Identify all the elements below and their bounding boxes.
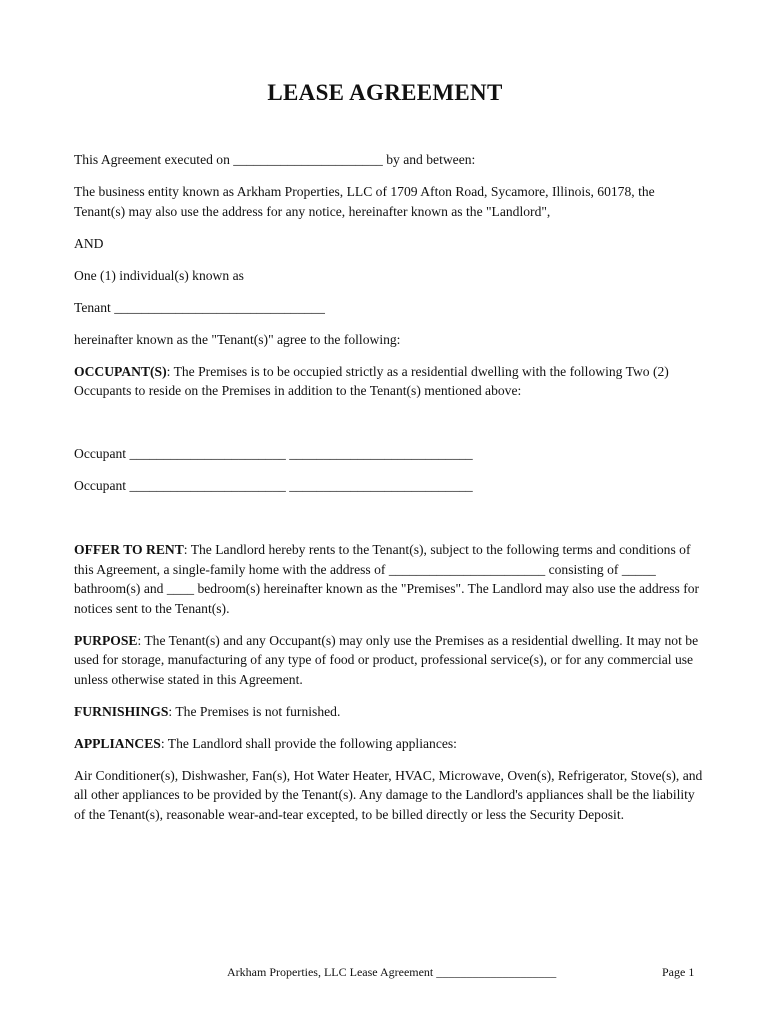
occupants-text: : The Premises is to be occupied strictly as a residential dwelling with the following Two (2) Occupants to reside on the Premises in addition to the Tenant(s) mentioned above:	[74, 363, 669, 398]
appliances-text: : The Landlord shall provide the following appliances:	[160, 735, 457, 751]
footer-document-name: Arkham Properties, LLC Lease Agreement ____________________	[227, 965, 557, 979]
occupants-paragraph	[74, 362, 704, 401]
appliances-paragraph	[74, 734, 704, 754]
hereinafter-paragraph: hereinafter known as the "Tenant(s)" agree to the following:	[74, 331, 401, 347]
individuals-paragraph: One (1) individual(s) known as	[74, 267, 244, 283]
purpose-paragraph	[74, 631, 704, 690]
purpose-text: : The Tenant(s) and any Occupant(s) may only use the Premises as a residential dwelling. It may not be used for storage, manufacturing of any type of food or product, professional service(s), or for any commercial use unless otherwise stated in this Agreement.	[74, 632, 699, 687]
appliances-heading: APPLIANCES	[74, 735, 161, 751]
purpose-heading: PURPOSE	[74, 632, 138, 648]
occupants-heading: OCCUPANT(S)	[74, 363, 167, 379]
furnishings-heading: FURNISHINGS	[74, 703, 169, 719]
furnishings-text: : The Premises is not furnished.	[168, 703, 341, 719]
footer-page-number: Page 1	[662, 965, 695, 979]
occupant-line-2: Occupant _______________________ ___________________________	[74, 478, 473, 493]
document-body	[74, 150, 704, 837]
occupant-line-1: Occupant _______________________ ___________________________	[74, 446, 473, 461]
and-paragraph: AND	[74, 235, 104, 251]
appliances-list-paragraph: Air Conditioner(s), Dishwasher, Fan(s), Hot Water Heater, HVAC, Microwave, Oven(s), Refrigerator, Stove(s), and all other appliances to be provided by the Tenant(s). Any damage to the Landlord's appliances shall be the liability of the Tenant(s), reasonable wear-and-tear excepted, to be billed directly or less the Security Deposit.	[74, 767, 703, 822]
offer-heading: OFFER TO RENT	[74, 542, 184, 557]
tenant-line: Tenant _______________________________	[74, 299, 325, 315]
offer-text: : The Landlord hereby rents to the Tenant(s), subject to the following terms and conditions of this Agreement, a single-family home with the address of _______________________ consisting of _____ bathroom(s) and ____ bedroom(s) hereinafter known as the "Premises". The Landlord may also use the address for notices sent to the Tenant(s).	[74, 542, 700, 616]
entity-paragraph: The business entity known as Arkham Properties, LLC of 1709 Afton Road, Sycamore, Illinois, 60178, the Tenant(s) may also use the address for any notice, hereinafter known as the "Landlord",	[74, 184, 655, 219]
document-title: LEASE AGREEMENT	[267, 80, 503, 105]
offer-paragraph	[74, 540, 704, 618]
executed-paragraph: This Agreement executed on ______________________ by and between:	[74, 152, 476, 167]
furnishings-paragraph	[74, 702, 704, 722]
